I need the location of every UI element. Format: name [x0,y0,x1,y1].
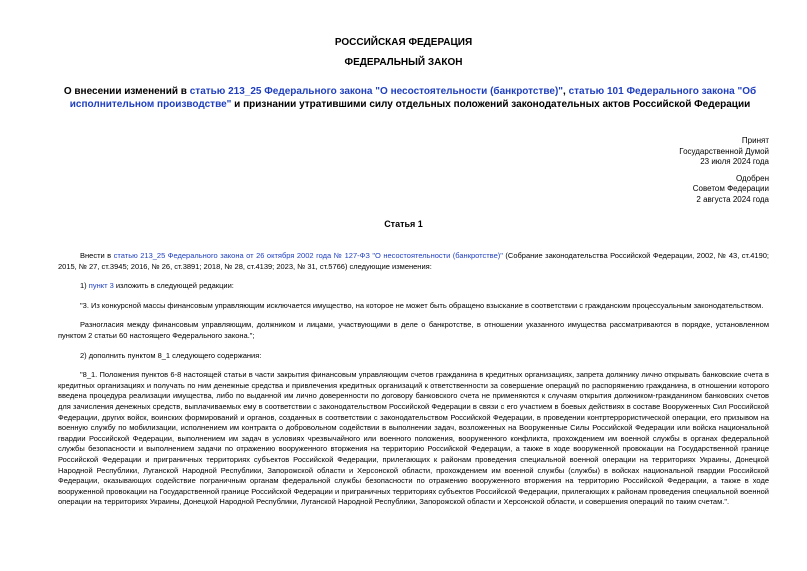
approved-date: 2 августа 2024 года [696,194,769,204]
article-intro [58,251,769,272]
title-text-1: О внесении изменений в [63,86,190,97]
quote-paragraph-3: "3. Из конкурсной массы финансовым управляющим исключается имущество, на которое не может быть обращено взыскание в соответствии с гражданским процессуальным законодательством. [80,300,764,310]
accepted-by: Государственной Думой [679,146,769,156]
country-heading: РОССИЙСКАЯ ФЕДЕРАЦИЯ [334,37,473,48]
title-text-3: и признании утратившими силу отдельных положений законодательных актов Российской Федерации [231,99,751,110]
item1-prefix: 1) [80,281,89,291]
intro-prefix: Внести в [80,251,114,260]
article-body [58,251,769,514]
intro-suffix: (Собрание законодательства Российской Федерации, 2002, № 43, ст.4190; 2015, № 27, ст.3945; 2016, № 26, ст.3891; 2018, № 28, ст.4139; 2023, № 31, ст.5766) следующие изменения: [58,251,770,271]
item-2: 2) дополнить пунктом 8_1 следующего содержания: [80,350,262,360]
title-link-101[interactable]: статью 101 Федерального закона "Об исполнительном производстве" [69,86,757,110]
item1-link[interactable]: пункт 3 [88,281,114,291]
article-heading: Статья 1 [384,219,423,229]
law-type-heading: ФЕДЕРАЛЬНЫЙ ЗАКОН [344,57,463,68]
law-title [52,85,768,111]
accepted-label: Принят [741,136,769,145]
accepted-date: 23 июля 2024 года [700,157,769,166]
item-1 [58,281,769,292]
quote-paragraph-3-cont: Разногласия между финансовым управляющим, должником и лицами, участвующими в деле о банкротстве, в отношении указанного имущества рассматриваются в порядке, установленном пунктом 2 статьи 60 настоящего Федерального закона."; [58,320,769,340]
quote-paragraph-8-1: "8_1. Положения пунктов 6-8 настоящей статьи в части закрытия финансовым управляющим счетов гражданина в кредитных организациях, запрета должнику лично открывать банковские счета в кредитных организациях и получать по ним денежные средства и привлечения кредитных организаций к ответственности за совершение операций по распоряжению гражданина, в отношении которого введена процедура реализации имущества, либо по выданной им лично доверенности по договору банковского счета не применяются к случаям открытия должником-гражданином банковских счетов для зачисления денежных средств, выплачиваемых ему в соответствии с законодательством Российской Федерации в связи с его участием в боевых действиях в составе Вооруженных Сил Российской Федерации, других войск, воинских формирований и органов, созданных в соответствии с законодательством Российской Федерации, в проведении контртеррористической операции, его призывом на военную службу по мобилизации, исполнением им контракта о добровольном содействии в выполнении задач, возложенных на Вооруженные Силы Российской Федерации или войска национальной гвардии Российской Федерации, выполнением им задач в условиях чрезвычайного или военного положения, вооруженного конфликта, прохождением им военной службы в органах федеральной службы безопасности и выполнением задачи по отражению вооруженного вторжения на территорию Российской Федерации, а также в ходе вооруженной провокации на Государственной границе Российской Федерации и приграничных территориях субъектов Российской Федерации, прилегающих к районам проведения специальной военной операции на территориях Украины, Донецкой Народной Республики, Луганской Народной Республики, Запорожской области и Херсонской области, прохождением им военной службы (службы) в войсках национальной гвардии Российской Федерации, оказывающих содействие пограничным органам федеральной службы безопасности по отражению вооруженного вторжения на территорию Российской Федерации, а также в ходе вооруженной провокации на Государственной границе Российской Федерации и приграничных территориях субъектов Российской Федерации, прилегающих к районам проведения специальной военной операции на территориях Украины, Донецкой Народной Республики, Луганской Народной Республики, Запорожской области и Херсонской области, и совершения операций по таким счетам.". [58,370,769,507]
approved-by: Советом Федерации [692,184,769,193]
item1-suffix: изложить в следующей редакции: [113,281,234,291]
title-link-213-25[interactable]: статью 213_25 Федерального закона "О несостоятельности (банкротстве)" [189,86,564,97]
approved-label: Одобрен [735,173,769,183]
adoption-block [679,136,769,205]
intro-law-link[interactable]: статью 213_25 Федерального закона от 26 октября 2002 года № 127-ФЗ "О несостоятельности (банкротстве)" [113,251,503,260]
title-text-2: , [563,86,569,97]
